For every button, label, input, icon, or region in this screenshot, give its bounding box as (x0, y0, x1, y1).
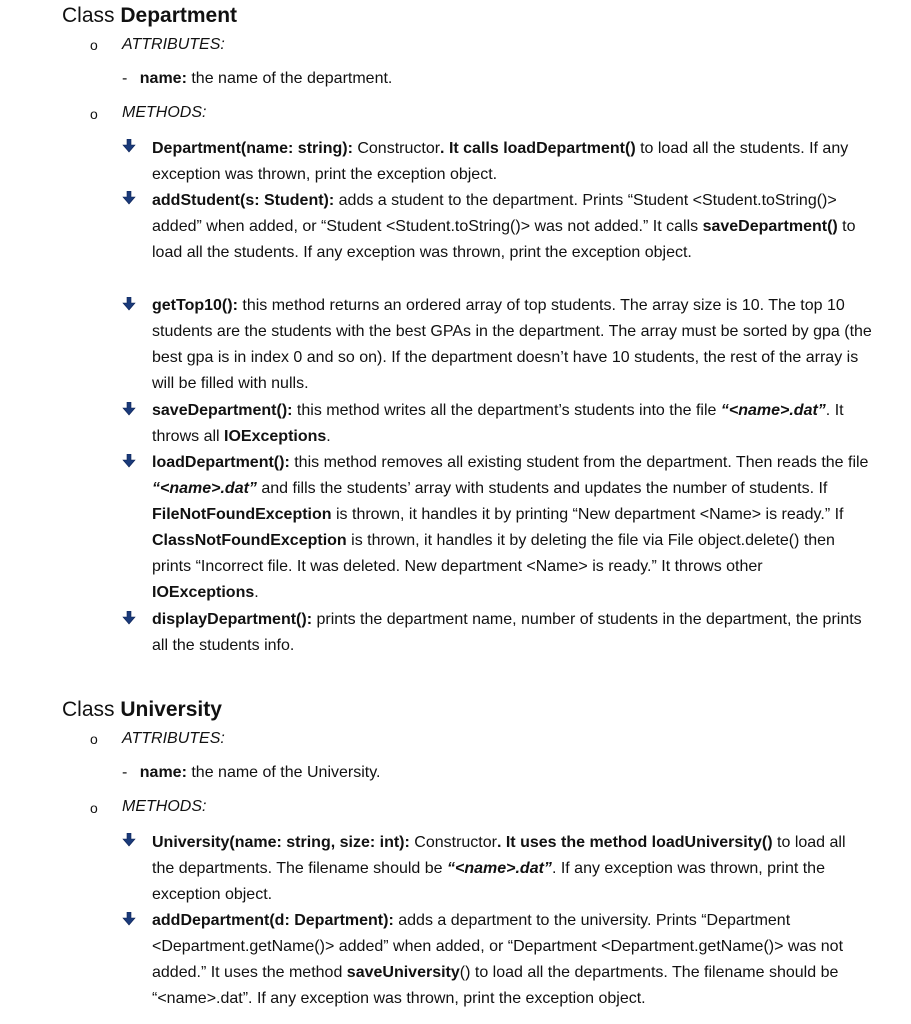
down-arrow-icon (122, 297, 136, 311)
method-add-student: addStudent(s: Student): adds a student to the department. Prints “Student <Student.toString()> added” when added, or “Student <Student.toString()> was not added.” It calls saveDepartment() to load all the students. If any exception was thrown, print the exception object. (152, 192, 856, 261)
down-arrow-icon (122, 454, 136, 468)
methods-label: METHODS: (122, 798, 207, 815)
method-department-constructor: Department(name: string): Constructor. It calls loadDepartment() to load all the students. If any exception was thrown, print the exception object. (152, 140, 849, 183)
method-save-department: saveDepartment(): this method writes all the department’s students into the file “<name>.dat”. It throws all IOExceptions. (152, 402, 844, 445)
attributes-bullet: o (90, 37, 98, 53)
department-attr-name (122, 70, 392, 88)
department-class-title (62, 4, 237, 28)
method-get-top10: getTop10(): this method returns an ordered array of top students. The array size is 10. The top 10 students are the students with the best GPAs in the department. The array must be sorted by gpa (the best gpa is in index 0 and so on). If the department doesn’t have 10 students, the rest of the array is will be filled with nulls. (152, 297, 872, 392)
attr-dash: - (122, 70, 128, 87)
down-arrow-icon (122, 833, 136, 847)
methods-bullet: o (90, 800, 98, 816)
class-prefix: Class (62, 4, 121, 27)
attr-key: name: (139, 70, 187, 87)
attributes-label: ATTRIBUTES: (122, 36, 225, 53)
down-arrow-icon (122, 611, 136, 625)
down-arrow-icon (122, 912, 136, 926)
university-class-title (62, 698, 222, 722)
method-add-department: addDepartment(d: Department): adds a department to the university. Prints “Department <Department.getName()> added” when added, or “Department <Department.getName()> was not added.” It uses the method saveUniversity() to load all the departments. The filename should be “<name>.dat”. If any exception was thrown, print the exception object. (152, 912, 844, 1007)
method-load-department: loadDepartment(): this method removes all existing student from the department. Then reads the file “<name>.dat” and fills the students’ array with students and updates the number of students. If FileNotFoundException is thrown, it handles it by printing “New department <Name> is ready.” If ClassNotFoundException is thrown, it handles it by deleting the file via File object.delete() then prints “Incorrect file. It was deleted. New department <Name> is ready.” It throws other IOExceptions. (152, 454, 869, 601)
method-display-department: displayDepartment(): prints the department name, number of students in the department, the prints all the students info. (152, 611, 862, 654)
attr-desc: the name of the University. (186, 764, 381, 781)
attr-desc: the name of the department. (186, 70, 393, 87)
class-name: Department (120, 4, 238, 27)
down-arrow-icon (122, 402, 136, 416)
attr-key: name: (139, 764, 187, 781)
methods-label: METHODS: (122, 104, 207, 121)
class-prefix: Class (62, 698, 121, 721)
down-arrow-icon (122, 139, 136, 153)
methods-bullet: o (90, 106, 98, 122)
attr-dash: - (122, 764, 128, 781)
university-attr-name (122, 764, 380, 782)
attributes-bullet: o (90, 731, 98, 747)
class-name: University (120, 698, 222, 721)
down-arrow-icon (122, 191, 136, 205)
attributes-label: ATTRIBUTES: (122, 730, 225, 747)
method-university-constructor: University(name: string, size: int): Constructor. It uses the method loadUniversity() to load all the departments. The filename should be “<name>.dat”. If any exception was thrown, print the exception object. (152, 834, 846, 903)
